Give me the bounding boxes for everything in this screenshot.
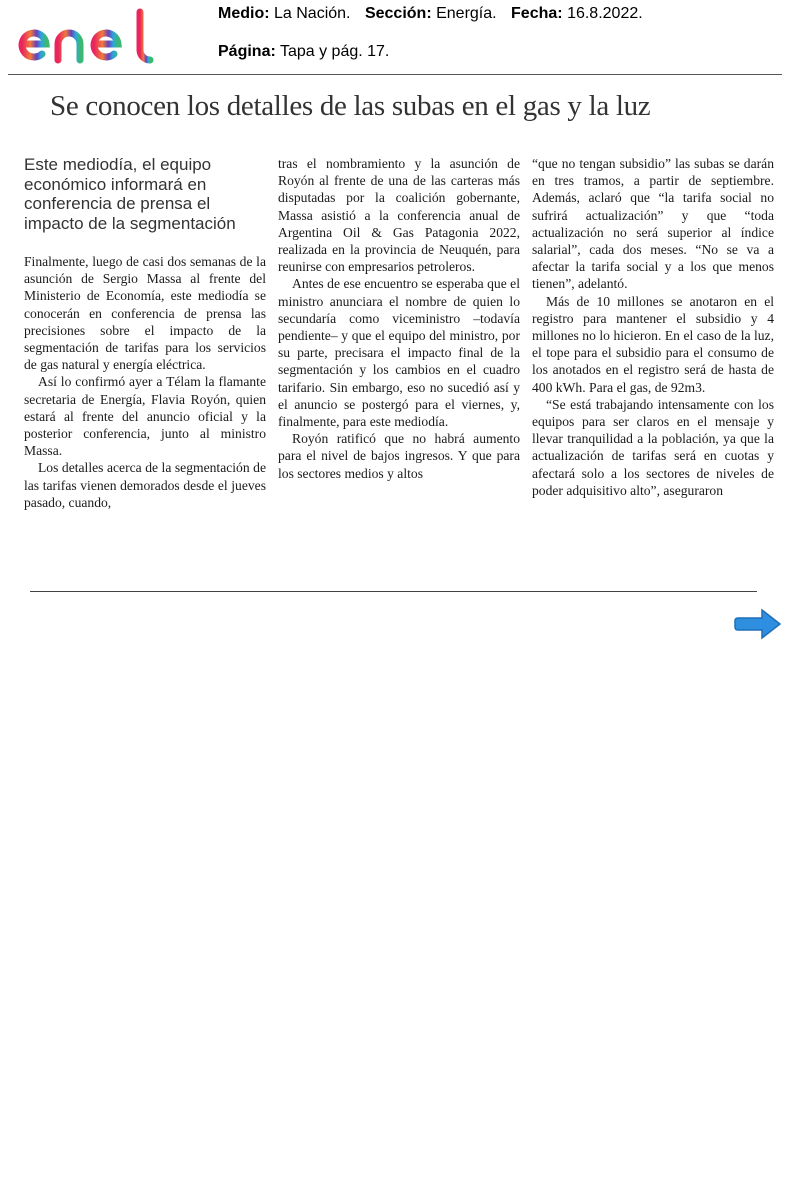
article-subheadline: Este mediodía, el equipo económico informará en conferencia de prensa el impacto de la segmentación [24,155,236,233]
arrow-right-icon[interactable] [734,607,784,641]
article-headline: Se conocen los detalles de las subas en el gas y la luz [50,90,651,122]
clipping-meta-line-2 [218,43,389,61]
paragraph: Los detalles acerca de la segmentación de las tarifas vienen demorados desde el jueves pasado, cuando, [24,460,266,510]
paragraph: Así lo confirmó ayer a Télam la flamante secretaria de Energía, Flavia Royón, quien estará al frente del anuncio oficial y la posterior conferencia, junto al ministro Massa. [24,374,266,459]
fecha-label: Fecha: [511,5,563,22]
paragraph: Royón ratificó que no habrá aumento para el nivel de bajos ingresos. Y que para los sectores medios y altos [278,431,520,481]
clipping-meta-line-1 [218,5,643,23]
paragraph: tras el nombramiento y la asunción de Royón al frente de una de las carteras más disputadas por la coalición gobernante, Massa asistió a la conferencia anual de Argentina Oil & Gas Patagonia 2022, realizada en la provincia de Neuquén, para reunirse con empresarios petroleros. [278,156,520,275]
paragraph: Antes de ese encuentro se esperaba que el ministro anunciara el nombre de quien lo secundaría como viceministro –todavía pendiente– y que el equipo del ministro, por su parte, precisara el impacto final de la segmentación y los cambios en el cuadro tarifario. Sin embargo, eso no sucedió así y el anuncio se postergó para el viernes, y, finalmente, para este mediodía. [278,276,520,430]
paragraph: “Se está trabajando intensamente con los equipos para ser claros en el mensaje y llevar tranquilidad a la población, ya que la actualización de tarifas será en cuotas y afectará solo a los sectores de niveles de poder adquisitivo alto”, aseguraron [532,396,774,498]
seccion-label: Sección: [364,5,432,22]
article-column-2 [278,155,520,482]
article-column-3 [532,155,774,499]
seccion-value: Energía. [436,5,497,22]
medio-label: Medio: [218,5,270,22]
medio-value: La Nación. [274,5,351,22]
pagina-label: Página: [218,43,276,60]
article-column-1 [24,155,266,511]
header-divider [8,74,782,75]
enel-logo [16,8,172,66]
paragraph: Finalmente, luego de casi dos semanas de la asunción de Sergio Massa al frente del Ministerio de Economía, este mediodía se conocerán en conferencia de prensa las precisiones sobre el impacto de la segmentación de tarifas para los servicios de gas natural y energía eléctrica. [24,254,266,373]
pagina-value: Tapa y pág. 17. [279,43,390,60]
paragraph: “que no tengan subsidio” las subas se darán en tres tramos, a partir de septiembre. Además, aclaró que “la tarifa social no sufrirá actualización” y que “toda actualización no será superior al índice salarial”, cada dos meses. “No se va a afectar la tarifa social y a los que menos tienen”, adelantó. [532,156,774,292]
paragraph: Más de 10 millones se anotaron en el registro para mantener el subsidio y 4 millones no lo hicieron. En el caso de la luz, el tope para el subsidio para el consumo de los anotados en el registro será de hasta de 400 kWh. Para el gas, de 92m3. [532,293,774,395]
article-bottom-divider [30,591,757,592]
fecha-value: 16.8.2022. [567,5,643,22]
clipping-header [0,0,800,76]
